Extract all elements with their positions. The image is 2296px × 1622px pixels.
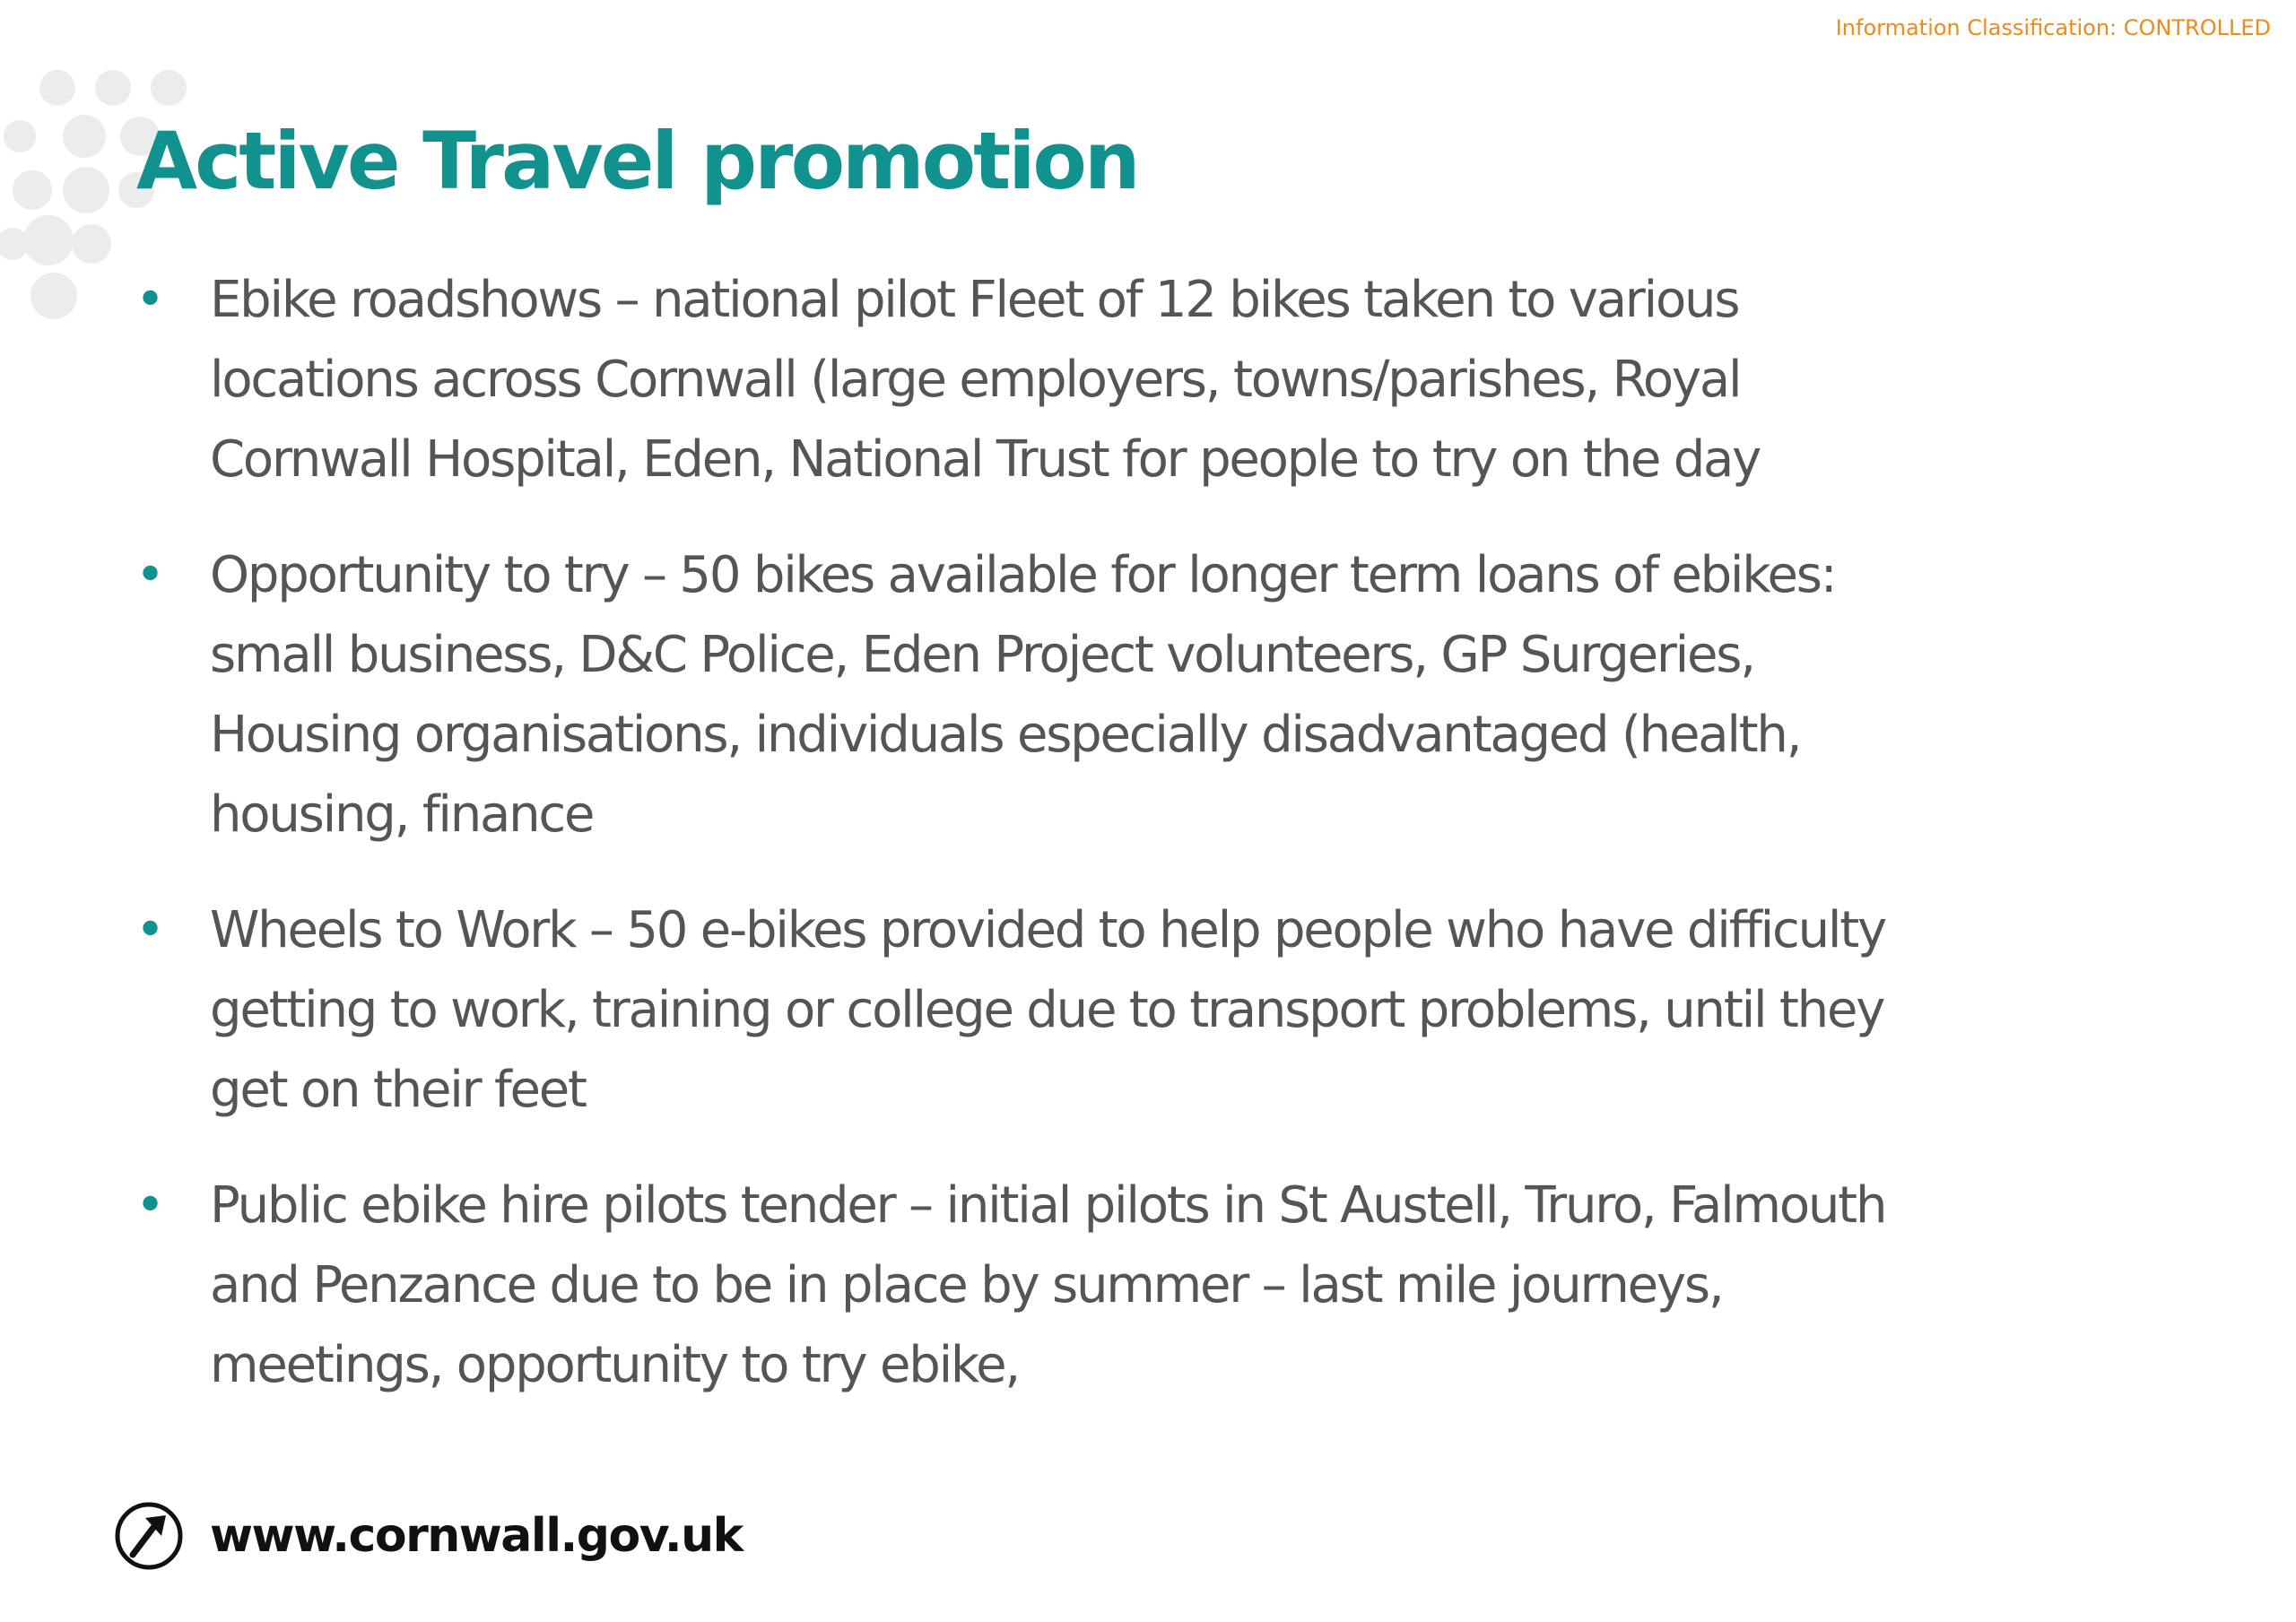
decor-dot <box>39 70 75 106</box>
bullet-line: locations across Cornwall (large employers, towns/parishes, Royal <box>210 351 1741 409</box>
information-classification-label: Information Classification: CONTROLLED <box>1835 15 2271 40</box>
slide-title: Active Travel promotion <box>136 115 1138 207</box>
footer <box>113 1496 743 1576</box>
bullet-line: Opportunity to try – 50 bikes available for longer term loans of ebikes: <box>210 546 1836 604</box>
decor-dot <box>4 120 36 152</box>
bullet-item-roadshows <box>130 260 2211 499</box>
decor-dot <box>151 70 187 106</box>
website-url-text: www.cornwall.gov.uk <box>210 1509 743 1563</box>
bullet-icon: • <box>135 271 166 329</box>
bullet-icon: • <box>135 1176 166 1235</box>
decor-dot <box>63 115 106 158</box>
decor-dot <box>63 167 109 213</box>
bullet-item-public-ebike-hire <box>130 1166 2211 1405</box>
cornwall-council-logo-icon <box>113 1500 185 1572</box>
bullet-item-wheels-to-work <box>130 890 2211 1130</box>
decor-dot <box>30 273 77 319</box>
bullet-line: Cornwall Hospital, Eden, National Trust for people to try on the day <box>210 430 1761 489</box>
bullet-line: small business, D&C Police, Eden Project volunteers, GP Surgeries, <box>210 626 1754 684</box>
bullet-line: Ebike roadshows – national pilot Fleet of 12 bikes taken to various <box>210 271 1739 329</box>
bullet-icon: • <box>135 546 166 604</box>
bullet-list <box>130 260 2211 1441</box>
decor-dot <box>13 170 52 210</box>
bullet-item-opportunity-to-try <box>130 535 2211 854</box>
bullet-line: Public ebike hire pilots tender – initial pilots in St Austell, Truro, Falmouth <box>210 1176 1886 1235</box>
bullet-line: Housing organisations, individuals especially disadvantaged (health, <box>210 706 1801 764</box>
bullet-line: housing, finance <box>210 785 594 844</box>
bullet-line: getting to work, training or college due to transport problems, until they <box>210 981 1884 1039</box>
decor-dot <box>95 70 131 106</box>
bullet-icon: • <box>135 901 166 959</box>
bullet-line: meetings, opportunity to try ebike, <box>210 1336 1020 1394</box>
bullet-line: Wheels to Work – 50 e-bikes provided to help people who have difficulty <box>210 901 1885 959</box>
bullet-line: get on their feet <box>210 1061 586 1119</box>
decor-dot <box>72 224 111 264</box>
decor-dot <box>23 215 74 265</box>
bullet-line: and Penzance due to be in place by summer – last mile journeys, <box>210 1256 1723 1314</box>
